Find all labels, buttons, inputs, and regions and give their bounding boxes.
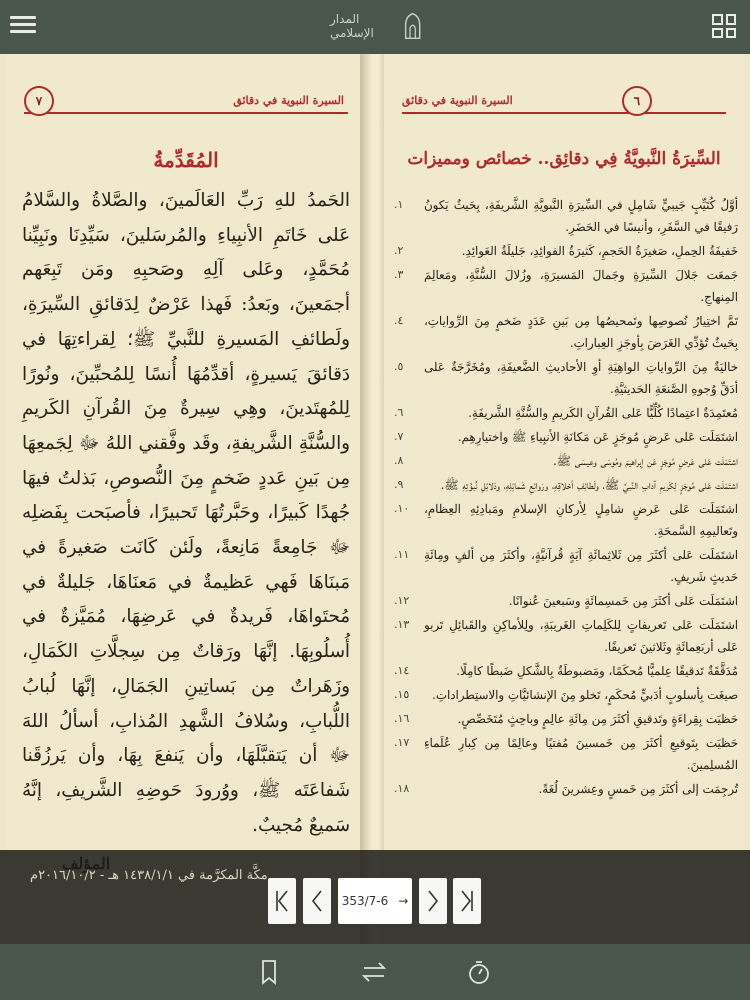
app-logo-text: المدار الإسلامي — [330, 12, 374, 40]
page-number: ٦ — [622, 86, 652, 116]
feature-item — [394, 590, 738, 612]
mosque-dome-icon — [403, 11, 422, 41]
feature-number: ١. — [394, 198, 404, 211]
page-number: ٧ — [24, 86, 54, 116]
bottom-toolbar — [0, 944, 750, 1000]
feature-number: ١٨. — [394, 782, 410, 795]
feature-item — [394, 660, 738, 682]
feature-text: اشتَمَلَت عَلى عَرضٍ مُوجَزٍ عَن مَكانَةِ الأنبِياءِ ﷺ واختيارِهِم. — [457, 430, 738, 444]
book-spread — [0, 54, 750, 950]
bookmark-button[interactable] — [255, 958, 283, 986]
feature-number: ١٧. — [394, 736, 410, 749]
feature-number: ١٥. — [394, 688, 410, 701]
skip-to-start-icon — [275, 890, 289, 912]
feature-item — [394, 778, 738, 800]
feature-number: ١٢. — [394, 594, 410, 607]
feature-number: ١٤. — [394, 664, 410, 677]
skip-to-end-icon — [460, 890, 474, 912]
page-header — [24, 88, 348, 114]
feature-item — [394, 426, 738, 448]
feature-number: ١٠. — [394, 502, 410, 515]
feature-text: اشتَمَلَت عَلى مُوجَزٍ لِكَريمِ آدابِ النَّبيِّ ﷺ، ولَطائِفِ أخلاقِهِ، ورَوائِعِ شَمائِلِهِ، ودَلائِلِ نُبوَّتِهِ ﷺ. — [440, 478, 738, 492]
feature-item — [394, 684, 738, 706]
feature-text: اشتَمَلَت عَلى عَرضٍ شامِلٍ لِأركانِ الإسلامِ ومَبادِئِهِ العِظامِ، وتَعاليمِهِ السَّمحَةِ. — [424, 502, 738, 538]
timer-icon — [465, 958, 493, 986]
page-navigation-overlay — [0, 850, 750, 944]
feature-number: ١٦. — [394, 712, 410, 725]
page-header-title: السيرة النبوية في دقائق — [233, 94, 344, 107]
next-page-button[interactable] — [419, 878, 447, 924]
feature-text: خَفيفَةُ الحِملِ، صَغيرَةُ الحَجمِ، كَثيرَةُ الفوائِدِ، جَليلَةُ العَوائِدِ. — [461, 244, 738, 258]
top-toolbar — [0, 0, 750, 54]
section-title: السِّيرَةُ النَّبويَّةُ فِي دقائِق.. خصائص ومميزات — [407, 149, 721, 169]
feature-number: ٩. — [394, 478, 404, 491]
chevron-left-icon — [310, 890, 324, 912]
feature-item — [394, 474, 738, 496]
swap-pages-button[interactable] — [360, 958, 388, 986]
feature-item — [394, 732, 738, 776]
section-title: المُقَدِّمةُ — [153, 148, 219, 172]
feature-text: جَمعَت جَلالَ السِّيرَةِ وجَمالَ المَسيرَةِ، وزُلالَ السُّنَّةِ، ومَعالِمَ المِنهاجِ. — [424, 268, 738, 304]
feature-text: أوَّلُ كُتَيِّبٍ جَيبيٍّ شَامِلٍ في السِّيرَةِ النَّبويَّةِ الشَّريفَةِ، بِحَيثُ يَكونُ رَفيقًا في السَّفَرِ، وأنيسًا في الحَضَرِ. — [424, 198, 738, 234]
feature-number: ٦. — [394, 406, 404, 419]
last-page-button[interactable] — [453, 878, 481, 924]
feature-text: حَظيَت بِتَوقيعِ أكثَرَ مِن خَمسينَ مُفتيًا وعالِمًا مِن كِبارِ عُلَماءِ المُسلِمينَ. — [424, 736, 738, 772]
feature-text: حَظيَت بِقِراءَةٍ وتَدقيقِ أكثَرَ مِن مِائَةِ عالِمٍ وباحِثٍ مُتَخَصِّصٍ. — [457, 712, 738, 726]
feature-item — [394, 356, 738, 400]
page-indicator[interactable] — [338, 878, 412, 924]
feature-number: ٥. — [394, 360, 404, 373]
grid-view-icon[interactable] — [712, 14, 736, 38]
feature-item — [394, 194, 738, 238]
feature-number: ٨. — [394, 454, 404, 467]
page-indicator-text: 353/7-6 — [341, 894, 389, 908]
bookmark-icon — [255, 958, 283, 986]
feature-number: ١١. — [394, 548, 410, 561]
feature-item — [394, 402, 738, 424]
feature-item — [394, 450, 738, 472]
feature-item — [394, 544, 738, 588]
feature-text: مُعتَمِدَةٌ اعتِمادًا كُلِّيًّا عَلى القُرآنِ الكَريمِ والسُّنَّةِ الشَّريفَةِ. — [468, 406, 738, 420]
menu-icon[interactable] — [10, 12, 36, 38]
feature-number: ٤. — [394, 314, 404, 327]
previous-page-button[interactable] — [303, 878, 331, 924]
introduction-text: الحَمدُ للهِ رَبِّ العَالَمينَ، والصَّلاةُ والسَّلامُ عَلى خَاتَمِ الأنبِياءِ والمُرسَلينَ، سَيِّدِنَا ونَبِيِّنا مُحَمَّدٍ، وعَلى آلِهِ وصَحبِهِ ومَن تَبِعَهم أجمَعينَ، وبَعدُ: فَهذا عَرْضٌ لِدَقائقِ السِّيرَةِ، ولَطائفِ المَسيرةِ للنَّبيِّ ﷺ؛ لِقراءتِهَا في دَقائقَ يَسيرةٍ، أقدِّمُهَا أُنسًا لِلمُحبِّينَ، ونُورًا لِلمُهتَدينَ، وهِي سِيرةٌ مِنَ القُرآنِ الكَريمِ والسُّنَّةِ الشَّريفةِ، وقَد وفَّقني اللهُ ﷻ لِجَمعِهَا مِن بَينِ عَددٍ ضَخمٍ مِنَ النُّصوصِ، بَذلتُ فيهَا جُهدًا كَبيرًا، وحَبَّرتُهَا تَحبيرًا، فأصبَحت بِفَضلِه ﷻ جَامِعةً مَانِعةً، ولَئن كَانَت صَغيرةً في مَبنَاهَا فَهي عَظيمةٌ في مَعنَاهَا، جَليلةٌ في مُحتَواهَا، فَريدةٌ في عَرضِهَا، مُمَيَّزةٌ في أُسلُوبِهَا. إنَّهَا ورَقاتٌ مِن سِجلَّاتِ الكَمَالِ، وزَهَراتٌ مِن بَساتِينِ الجَمَالِ، إنَّهَا لُبابُ اللُّبابِ، وسُلافُ الشَّهدِ المُذابِ، أسألُ اللهَ ﷻ أن يَتقبَّلَهَا، وأن يَنفعَ بِهَا، وأن يَرزُقَنا شَفاعَتَه ﷺ، ووُرودَ حَوضِهِ الشَّريفِ، إنَّهُ سَميعٌ مُجيبٌ. — [22, 190, 350, 836]
feature-item — [394, 240, 738, 262]
chevron-right-icon — [426, 890, 440, 912]
feature-item — [394, 708, 738, 730]
feature-text: مُدَقَّقَةٌ تَدقيقًا عِلميًّا مُحكَمًا، ومَضبوطَةٌ بِالشَّكلِ ضَبطًا كامِلًا. — [456, 664, 738, 678]
feature-text: صيغَت بِأسلوبٍ أدَبيٍّ مُحكَمٍ، تَخلو مِنَ الإنشائيَّاتِ والاستِطراداتِ. — [432, 688, 738, 702]
feature-text: اشتَمَلَت عَلى أكثَرَ مِن خَمسِمائَةٍ وسَبعينَ عُنوانًا. — [508, 594, 738, 608]
feature-item — [394, 310, 738, 354]
right-page — [384, 54, 744, 950]
feature-text: اشتَمَلَت عَلى تَعريفاتٍ لِلكَلِماتِ الغَريبَةِ، ولِلأماكِنِ والقَبائِلِ تَربو عَلى أربَعِمائَةٍ وثَلاثينَ تَعريفًا. — [424, 618, 738, 654]
feature-number: ٢. — [394, 244, 404, 257]
feature-text: تَمَّ اختِيارُ نُصوصِها وتَمحيصُها مِن بَينِ عَدَدٍ ضَخمٍ مِنَ الرِّواياتِ، بِحَيثُ تُؤدِّي الغَرَضَ بِأوجَزِ العِباراتِ. — [424, 314, 738, 350]
first-page-button[interactable] — [268, 878, 296, 924]
page-header-title: السيرة النبوية في دقائق — [402, 94, 513, 107]
swap-arrows-icon — [360, 958, 388, 986]
timer-button[interactable] — [465, 958, 493, 986]
app-logo — [330, 9, 422, 43]
feature-text: تُرجِمَت إلى أكثَرَ مِن خَمسٍ وعِشرينَ لُغَةً. — [538, 782, 738, 796]
feature-text: اشتَمَلَت عَلى عَرضٍ مُوجَزٍ عَن إبراهيمَ ومُوسَى وعيسَى ﷺ. — [552, 454, 738, 468]
page-header — [402, 88, 726, 114]
feature-number: ٣. — [394, 268, 404, 281]
feature-text: اشتَمَلَت عَلى أكثَرَ مِن ثَلاثِمائَةِ آيَةٍ قُرآنيَّةٍ، وأكثَرَ مِن ألفٍ ومِائَةِ حَديثٍ شَريفٍ. — [424, 548, 738, 584]
feature-item — [394, 614, 738, 658]
feature-number: ٧. — [394, 430, 404, 443]
go-arrow-icon[interactable]: → — [398, 894, 409, 908]
date-footnote: مكَّة المكرَّمة في ١٤٣٨/١/١ هـ - ٢٠١٦/١٠/٢م — [30, 868, 268, 883]
left-page — [6, 54, 366, 950]
feature-text: خاليَةٌ مِنَ الرِّواياتِ الواهِيَةِ أوِ الأحاديثِ الضَّعيفَةِ، ومُخَرَّجَةٌ عَلى أدَقِّ وُجوهِ الصَّنعَةِ الحَديثيَّةِ. — [424, 360, 738, 396]
feature-item — [394, 498, 738, 542]
feature-item — [394, 264, 738, 308]
features-list — [394, 194, 738, 802]
feature-number: ١٣. — [394, 618, 410, 631]
